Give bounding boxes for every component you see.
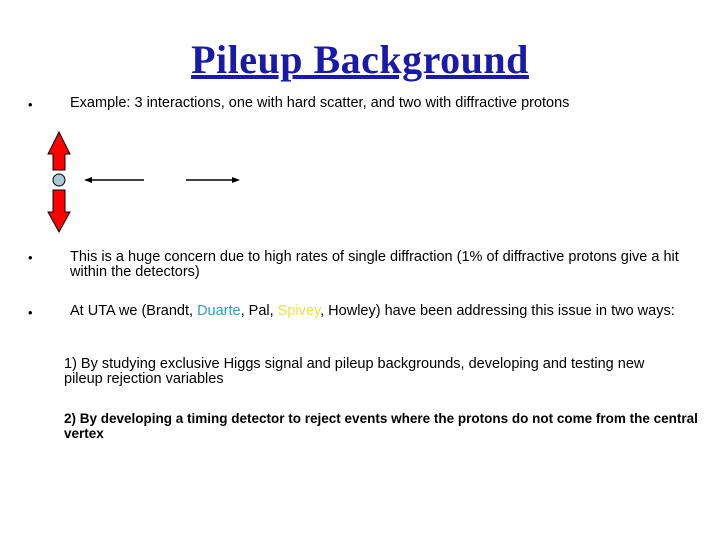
red-up-arrow-icon: [48, 132, 70, 170]
bullet-uta: [70, 304, 702, 319]
subitem-studying: 1) By studying exclusive Higgs signal and pileup backgrounds, developing and testing new pileup rejection variables: [64, 356, 645, 387]
subitem-timing-detector: 2) By developing a timing detector to reject events where the protons do not come from the central vertex: [64, 411, 698, 441]
name-duarte: Duarte: [197, 303, 241, 319]
interaction-diagram: [0, 120, 300, 260]
bullet-dot: •: [28, 97, 33, 112]
uta-text-mid: , Pal,: [240, 303, 278, 319]
name-spivey: Spivey: [277, 303, 321, 319]
bullet-dot: •: [28, 305, 33, 320]
bullet-example: Example: 3 interactions, one with hard scatter, and two with diffractive protons: [70, 95, 570, 111]
vertex-circle-icon: [53, 174, 65, 186]
bullet-dot: •: [28, 250, 33, 265]
right-proton-arrow-icon: [186, 177, 240, 183]
slide-title: Pileup Background: [191, 37, 529, 82]
bullet-concern: This is a huge concern due to high rates of single diffraction (1% of diffractive protons give a hit within the detectors): [70, 249, 679, 280]
uta-text-post: , Howley) have been addressing this issue in two ways:: [320, 303, 675, 319]
uta-text-pre: At UTA we (Brandt,: [70, 303, 198, 319]
red-down-arrow-icon: [48, 190, 70, 232]
left-proton-arrow-icon: [84, 177, 144, 183]
